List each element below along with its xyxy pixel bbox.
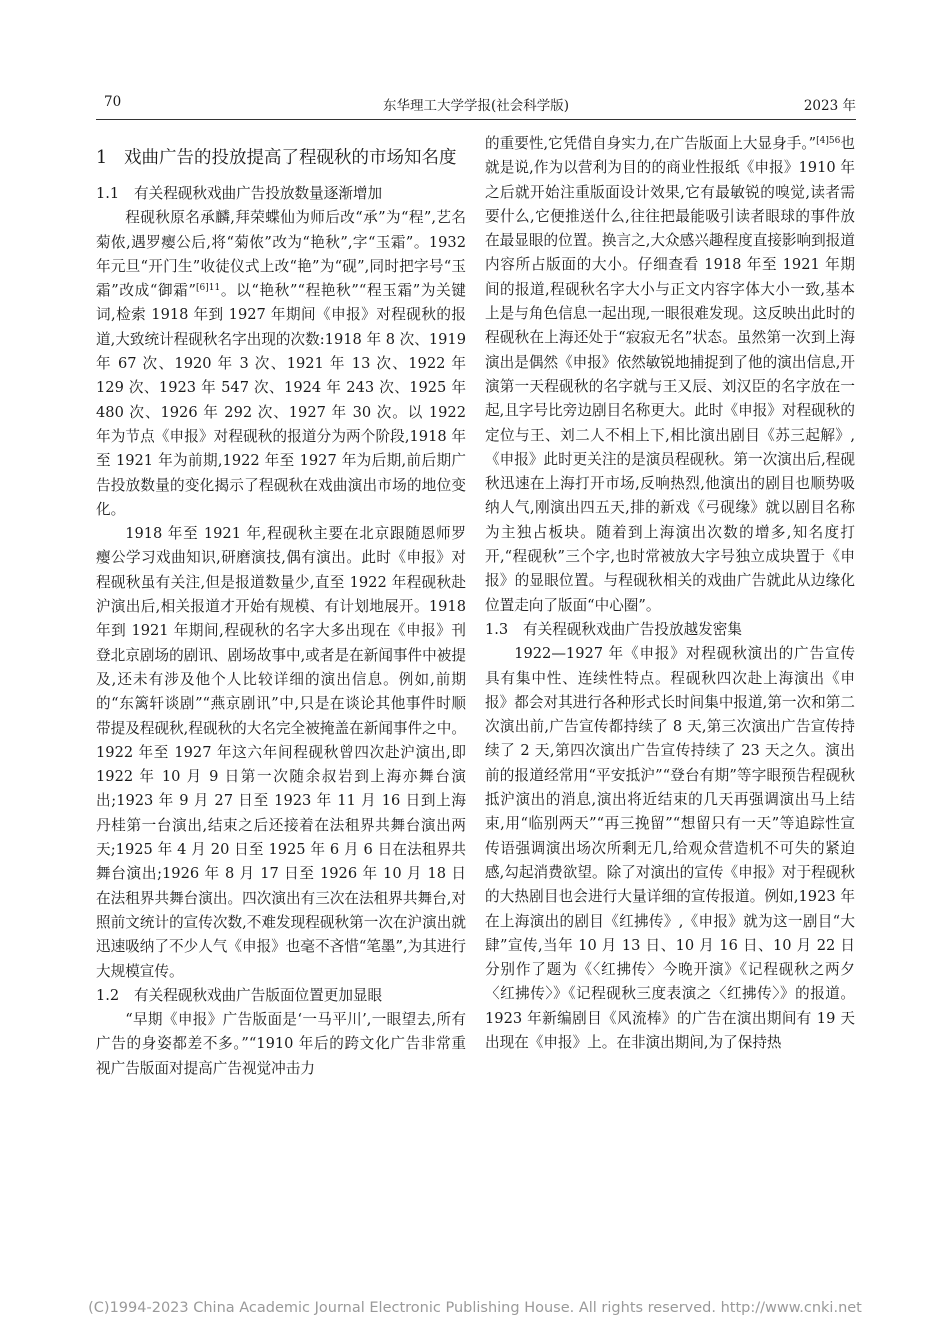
paragraph: “早期《申报》广告版面是‘一马平川’,一眼望去,所有广告的身姿都差不多。”“1910 年后的跨文化广告非常重视广告版面对提高广告视觉冲击力	[96, 1011, 466, 1077]
subsection-number: 1.2	[96, 986, 120, 1004]
subsection-number: 1.3	[485, 620, 509, 638]
section-heading-1	[96, 144, 466, 172]
header-rule	[96, 119, 856, 120]
citation: [4]56	[816, 136, 841, 146]
subsection-title: 有关程砚秋戏曲广告投放越发密集	[523, 620, 742, 638]
left-column	[96, 144, 466, 1081]
year: 2023 年	[803, 98, 856, 114]
text-run: 程砚秋原名承麟,拜荣蝶仙为师后改“承”为“程”,艺名菊侬,遇罗瘿公后,将“菊侬”改为“艳秋”,字“玉霜”。1932 年元旦“开门生”收徒仪式上改“艳”为“砚”,同时把字号“玉霜”改成“御霜”	[96, 209, 466, 300]
text-run: 。以“艳秋”“程艳秋”“程玉霜”为关键词,检索 1918 年到 1927 年期间《申报》对程砚秋的报道,大致统计程砚秋名字出现的次数:1918 年 8 次、1919 年 67 次、1920 年 3 次、1921 年 13 次、1922 年 129 次、1923 年 547 次、1924 年 243 次、1925 年 480 次、1926 年 292 次、1927 年 30 次。以 1922 年为节点《申报》对程砚秋的报道分为两个阶段,1918 年至 1921 年为前期,1922 年至 1927 年为后期,前后期广告投放数量的变化揭示了程砚秋在戏曲演出市场的地位变化。	[96, 282, 466, 518]
right-column	[485, 132, 855, 1055]
subsection-title: 有关程砚秋戏曲广告版面位置更加显眼	[134, 986, 383, 1004]
copyright-footer: (C)1994-2023 China Academic Journal Electronic Publishing House. All rights reserved. http://www.cnki.net	[88, 1300, 862, 1316]
text-run: 的重要性,它凭借自身实力,在广告版面上大显身手。”	[485, 135, 817, 152]
section-title: 戏曲广告的投放提高了程砚秋的市场知名度	[124, 148, 457, 168]
paragraph: 1918 年至 1921 年,程砚秋主要在北京跟随恩师罗瘿公学习戏曲知识,研磨演技,偶有演出。此时《申报》对程砚秋虽有关注,但是报道数量少,直至 1922 年程砚秋赴沪演出后,相关报道才开始有规模、有计划地展开。1918 年到 1921 年期间,程砚秋的名字大多出现在《申报》刊登北京剧场的剧讯、剧场故事中,或者是在新闻事件中被提及,还未有涉及他个人比较详细的演出信息。例如,前期的“东篱轩谈剧”“燕京剧讯”中,只是在谈论其他事件时顺带提及程砚秋,程砚秋的大名完全被掩盖在新闻事件之中。1922 年至 1927 年这六年间程砚秋曾四次赴沪演出,即 1922 年 10 月 9 日第一次随余叔岩到上海亦舞台演出;1923 年 9 月 27 日至 1923 年 11 月 16 日到上海丹桂第一台演出,结束之后还接着在法租界共舞台演出两天;1925 年 4 月 20 日至 1925 年 6 月 6 日在法租界共舞台演出;1926 年 8 月 17 日至 1926 年 10 月 18 日在法租界共舞台演出。四次演出有三次在法租界共舞台,对照前文统计的宣传次数,不难发现程砚秋第一次在沪演出就迅速吸纳了不少人气《申报》也毫不吝惜“笔墨”,为其进行大规模宣传。	[96, 525, 466, 980]
citation: [6]11	[196, 283, 221, 294]
text-run: 也就是说,作为以营利为目的的商业性报纸《申报》1910 年之后就开始注重版面设计效果,它有最敏锐的嗅觉,读者需要什么,它便推送什么,往往把最能吸引读者眼球的事件放在最显眼的位置。换言之,大众感兴趣程度直接影响到报道内容所占版面的大小。仔细查看 1918 年至 1921 年期间的报道,程砚秋名字大小与正文内容字体大小一致,基本上是与角色信息一起出现,一眼很难发现。这反映出此时的程砚秋在上海还处于“寂寂无名”状态。虽然第一次到上海演出是偶然《申报》依然敏锐地捕捉到了他的演出信息,开演第一天程砚秋的名字就与王又辰、刘汉臣的名字放在一起,且字号比旁边剧目名称更大。此时《申报》对程砚秋的定位与王、刘二人不相上下,相比演出剧目《苏三起解》,《申报》此时更关注的是演员程砚秋。第一次演出后,程砚秋迅速在上海打开市场,反响热烈,他演出的剧目也顺势吸纳人气,刚演出四五天,排的新戏《弓砚缘》就以剧目名称为主独占板块。随着到上海演出次数的增多,知名度打开,“程砚秋”三个字,也时常被放大字号独立成块置于《申报》的显眼位置。与程砚秋相关的戏曲广告就此从边缘化位置走向了版面“中心圈”。	[485, 135, 855, 614]
subsection-number: 1.1	[96, 185, 120, 202]
subsection-title: 有关程砚秋戏曲广告投放数量逐渐增加	[134, 185, 383, 202]
paragraph	[96, 206, 466, 522]
subsection-heading-1-1	[96, 182, 466, 206]
subsection-heading-1-3	[485, 618, 855, 642]
running-header	[96, 94, 856, 116]
paragraph-continued	[485, 132, 855, 618]
page-number: 70	[104, 94, 122, 110]
paragraph: 1922—1927 年《申报》对程砚秋演出的广告宣传具有集中性、连续性特点。程砚秋四次赴上海演出《申报》都会对其进行各种形式长时间集中报道,第一次和第二次演出前,广告宣传都持续了 8 天,第三次演出广告宣传持续了 2 天,第四次演出广告宣传持续了 23 天之久。演出前的报道经常用“平安抵沪”“登台有期”等字眼预告程砚秋抵沪演出的消息,演出将近结束的几天再强调演出马上结束,用“临别两天”“再三挽留”“想留只有一天”等追踪性宣传语强调演出场次所剩无几,给观众营造机不可失的紧迫感,勾起消费欲望。除了对演出的宣传《申报》对于程砚秋的大热剧目也会进行大量详细的宣传报道。例如,1923 年在上海演出的剧目《红拂传》,《申报》就为这一剧目“大肆”宣传,当年 10 月 13 日、10 月 16 日、10 月 22 日分别作了题为《〈红拂传〉今晚开演》《记程砚秋之两夕〈红拂传〉》《记程砚秋三度表演之〈红拂传〉》的报道。1923 年新编剧目《风流棒》的广告在演出期间有 19 天出现在《申报》上。在非演出期间,为了保持热	[485, 645, 855, 1051]
subsection-heading-1-2	[96, 984, 466, 1008]
journal-title: 东华理工大学学报(社会科学版)	[382, 98, 570, 114]
section-number: 1	[96, 148, 108, 168]
